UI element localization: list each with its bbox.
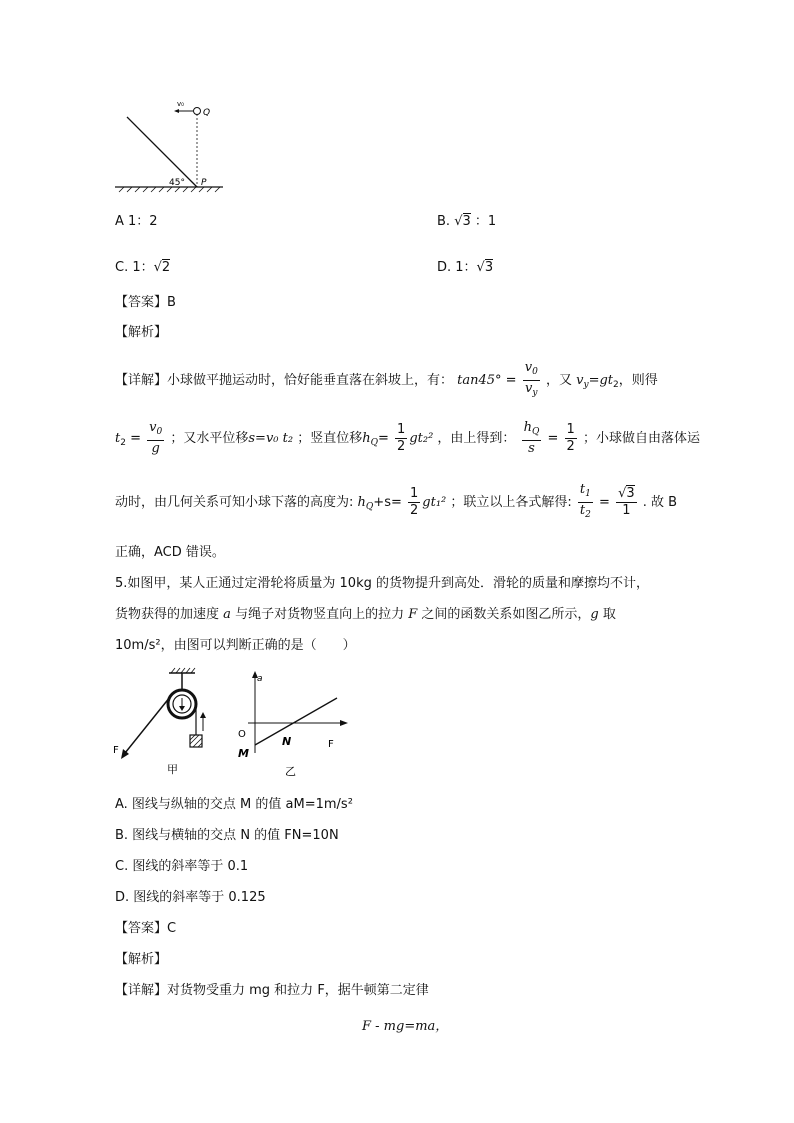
q5-option-b: B. 图线与横轴的交点 N 的值 FN=10N — [115, 828, 339, 843]
q5-answer: 【答案】C — [115, 921, 177, 936]
rope-left — [125, 697, 170, 753]
slope-line — [127, 117, 197, 187]
q5-stem-line2: 货物获得的加速度 a 与绳子对货物竖直向上的拉力 F 之间的函数关系如图乙所示，g 取 — [115, 607, 616, 622]
label-jia: 甲 — [167, 763, 178, 776]
label-yi: 乙 — [285, 765, 296, 778]
q4-option-b: B. √3 ：1 — [437, 214, 497, 229]
fraction-v0-vy: $\frac{v_0}{v_y}$ — [524, 360, 538, 398]
q-label: Q — [203, 108, 211, 118]
sqrt-icon: √ — [454, 214, 463, 229]
q5-option-a: A. 图线与纵轴的交点 M 的值 aM=1m/s² — [115, 797, 353, 812]
velocity-arrowhead — [174, 109, 179, 113]
m-point-label: M — [238, 747, 249, 760]
q4-analysis-heading: 【解析】 — [115, 325, 168, 340]
incline-figure — [115, 95, 230, 195]
q5-analysis-heading: 【解析】 — [115, 952, 168, 967]
f-axis-label: F — [328, 739, 334, 750]
fraction-half: $\frac{1}{2}$ — [397, 422, 406, 454]
q5-stem-line3: 10m/s²，由图可以判断正确的是（ ） — [115, 638, 356, 653]
p-label: P — [201, 178, 207, 188]
q4-detail-line2: $t_2$ = $\frac{v_0}{g}$ ；又水平位移s=v₀ t₂ ；竖直位移$h_Q=$ $\frac{1}{2}$ gt₂² ，由上得到： $\frac{h_Q}{s}$ = $\frac{1}{2}$ ；小球做自由落体运 — [115, 420, 700, 456]
q4-answer: 【答案】B — [115, 295, 176, 310]
sqrt-icon: √ — [153, 260, 162, 275]
q4-detail-line4: 正确，ACD 错误。 — [115, 545, 225, 560]
graph-line — [255, 698, 337, 745]
ball-q — [194, 108, 201, 115]
fraction-half: $\frac{1}{2}$ — [566, 422, 575, 454]
fraction-hq-s: $\frac{h_Q}{s}$ — [523, 420, 540, 456]
q4-detail-line3: 动时，由几何关系可知小球下落的高度为: $h_Q+s=$ $\frac{1}{2}$ gt₁² ；联立以上各式解得: $\frac{t_1}{t_2}$ = $\frac{√3}{1}$ . 故 B — [115, 482, 677, 527]
fraction-sqrt3-1: $\frac{√3}{1}$ — [618, 486, 635, 518]
a-axis-label: a — [257, 674, 263, 684]
q5-option-c: C. 图线的斜率等于 0.1 — [115, 859, 249, 874]
q5-detail: 【详解】对货物受重力 mg 和拉力 F，据牛顿第二定律 — [115, 983, 429, 998]
n-point-label: N — [282, 735, 292, 748]
fraction-v0-g: $\frac{v_0}{g}$ — [149, 420, 163, 456]
v0-label: v₀ — [177, 100, 184, 108]
q5-option-d: D. 图线的斜率等于 0.125 — [115, 890, 266, 905]
q5-stem-line1: 5.如图甲，某人正通过定滑轮将质量为 10kg 的货物提升到高处．滑轮的质量和摩擦均不计， — [115, 576, 649, 591]
origin-label: O — [238, 729, 246, 740]
a-f-graph — [230, 665, 360, 780]
force-label: F — [113, 745, 119, 756]
angle-label: 45° — [169, 178, 185, 188]
q4-option-a: A 1：2 — [115, 214, 158, 229]
fraction-t1-t2: $\frac{t_1}{t_2}$ — [579, 482, 591, 520]
sqrt-icon: √ — [476, 260, 485, 275]
q4-detail-line1: 【详解】小球做平抛运动时，恰好能垂直落在斜坡上，有： tan45° = $\frac{v_0}{v_y}$ ，又 $v_y=gt_2$，则得 — [115, 360, 658, 403]
pulley-figure — [115, 665, 220, 780]
q5-equation: F - mg=ma， — [362, 1019, 449, 1034]
fraction-half: $\frac{1}{2}$ — [410, 486, 419, 518]
q4-option-c: C. 1：√2 — [115, 260, 171, 275]
q4-option-d: D. 1：√3 — [437, 260, 494, 275]
